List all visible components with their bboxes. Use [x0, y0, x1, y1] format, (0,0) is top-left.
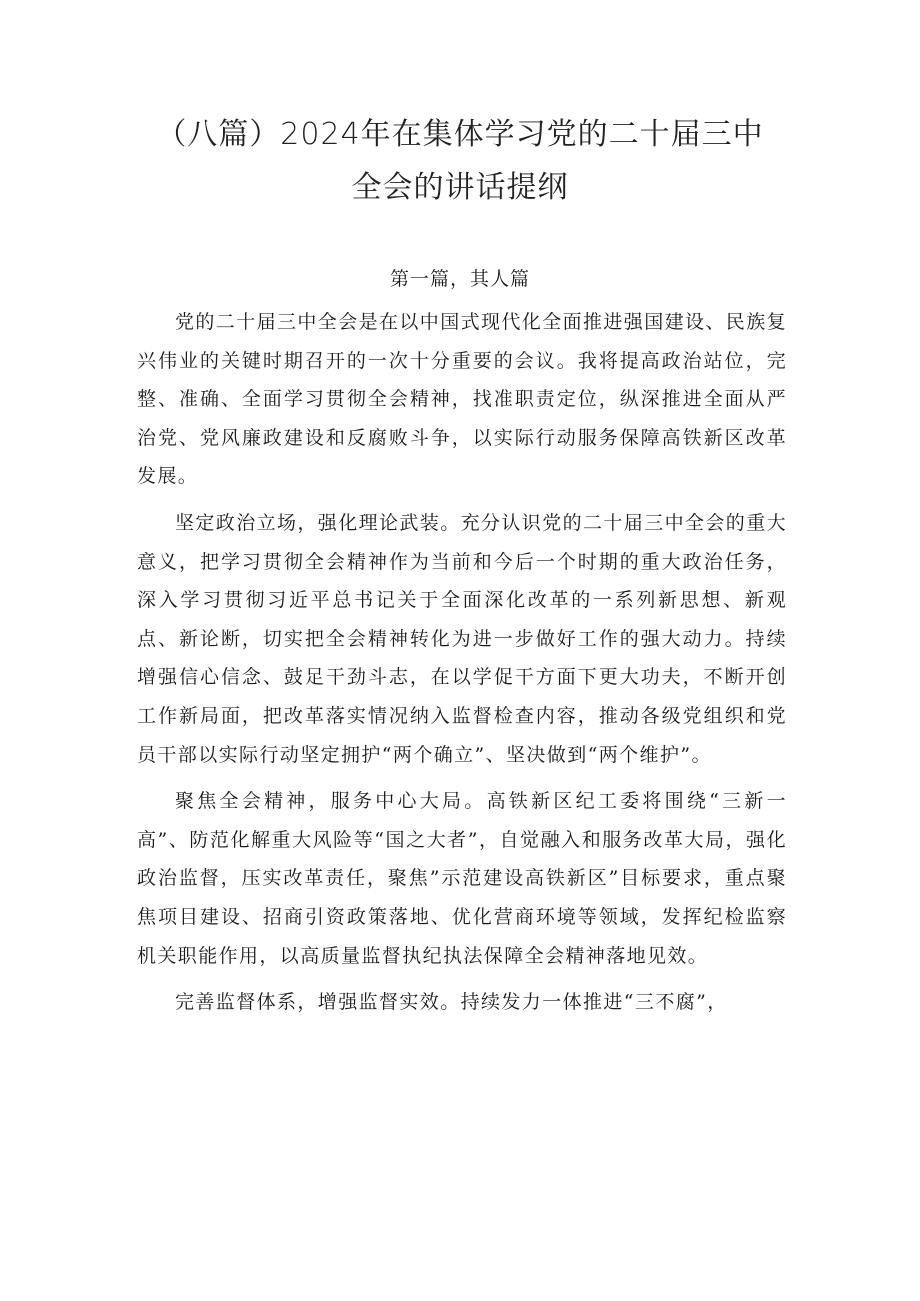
- title-line-2: 全会的讲话提纲: [351, 170, 569, 205]
- paragraph-2: 坚定政治立场，强化理论武装。充分认识党的二十届三中全会的重大意义，把学习贯彻全会精神作为当前和今后一个时期的重大政治任务，深入学习贯彻习近平总书记关于全面深化改革的一系列新思想、新观点、新论断，切实把全会精神转化为进一步做好工作的强大动力。持续增强信心信念、鼓足干劲斗志，在以学促干方面下更大功夫，不断开创工作新局面，把改革落实情况纳入监督检查内容，推动各级党组织和党员干部以实际行动坚定拥护“两个确立”、坚决做到“两个维护”。: [137, 511, 788, 766]
- section-heading: 第一篇，其人篇: [389, 268, 530, 290]
- document-body: [137, 303, 787, 1030]
- paragraph-1: 党的二十届三中全会是在以中国式现代化全面推进强国建设、民族复兴伟业的关键时期召开的一次十分重要的会议。我将提高政治站位，完整、准确、全面学习贯彻全会精神，找准职责定位，纵深推进全面从严治党、党风廉政建设和反腐败斗争，以实际行动服务保障高铁新区改革发展。: [137, 311, 788, 488]
- title-line-1: （八篇）2024年在集体学习党的二十届三中: [156, 117, 764, 152]
- paragraph-4: 完善监督体系，增强监督实效。持续发力一体推进“三不腐”，: [175, 991, 728, 1014]
- document-title: [140, 108, 780, 214]
- paragraph-3: 聚焦全会精神，服务中心大局。高铁新区纪工委将围绕“三新一高”、防范化解重大风险等“国之大者”，自觉融入和服务改革大局，强化政治监督，压实改革责任，聚焦”示范建设高铁新区”目标要求，重点聚焦项目建设、招商引资政策落地、优化营商环境等领域，发挥纪检监察机关职能作用，以高质量监督执纪执法保障全会精神落地见效。: [137, 790, 787, 967]
